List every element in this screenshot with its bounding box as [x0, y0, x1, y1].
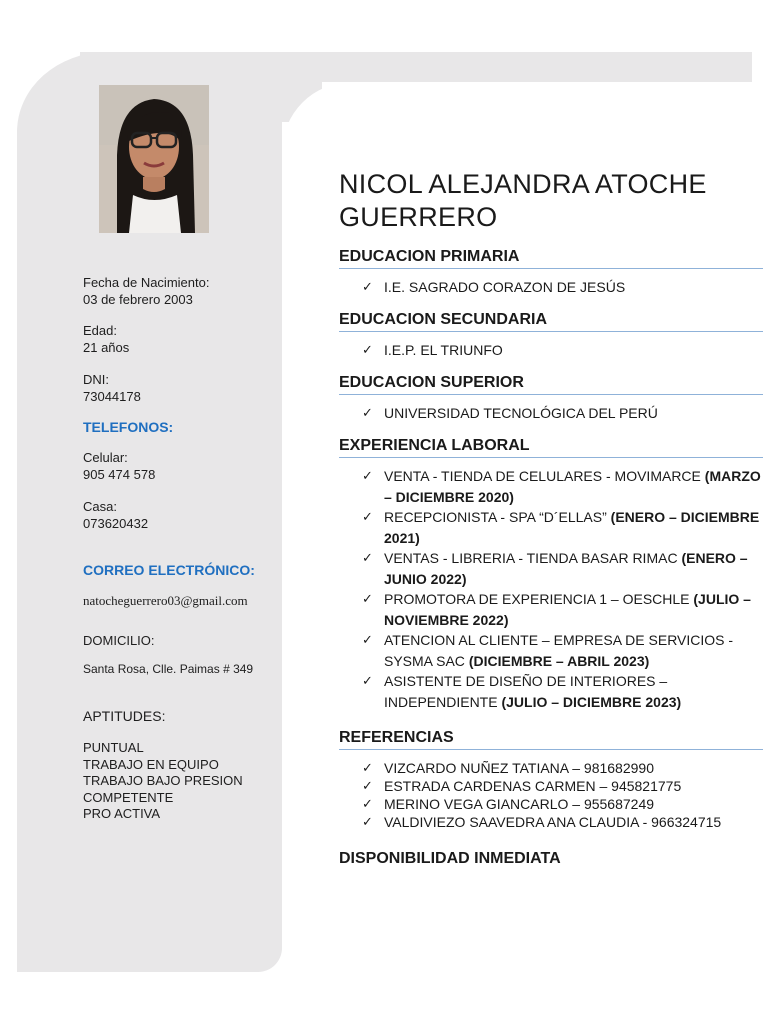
phones-heading: TELEFONOS: — [83, 419, 174, 435]
home-phone-block — [83, 498, 148, 532]
address-label: DOMICILIO: — [83, 633, 155, 648]
section-title-secondary: EDUCACION SECUNDARIA — [339, 311, 763, 332]
job-dates: (MARZO – DICIEMBRE 2020) — [384, 468, 761, 505]
list-item — [362, 277, 762, 297]
cell-block — [83, 449, 155, 483]
skill-item: TRABAJO BAJO PRESION — [83, 773, 243, 788]
job-dates: (ENERO – JUNIO 2022) — [384, 550, 748, 587]
age-value: 21 años — [83, 340, 130, 355]
age-label: Edad: — [83, 323, 117, 338]
job-title: VENTAS - LIBRERIA - TIENDA BASAR RIMAC — [384, 550, 682, 566]
list-item — [362, 759, 762, 777]
list-item — [362, 548, 762, 589]
secondary-list — [362, 340, 762, 360]
check-icon: ✓ — [362, 778, 373, 793]
home-phone-label: Casa: — [83, 499, 117, 514]
skills-label: APTITUDES: — [83, 708, 166, 724]
check-icon: ✓ — [362, 760, 373, 775]
list-item — [362, 630, 762, 671]
dni-block — [83, 371, 141, 405]
job-title: PROMOTORA DE EXPERIENCIA 1 – OESCHLE — [384, 591, 694, 607]
check-icon: ✓ — [362, 673, 373, 688]
availability-note: DISPONIBILIDAD INMEDIATA — [339, 850, 561, 867]
list-item — [362, 777, 762, 795]
job-dates: (JULIO – DICIEMBRE 2023) — [501, 693, 682, 710]
reference-text: VALDIVIEZO SAAVEDRA ANA CLAUDIA - 966324715 — [384, 814, 722, 830]
email-value: natocheguerrero03@gmail.com — [83, 593, 248, 608]
name-line-1: NICOL ALEJANDRA ATOCHE — [339, 169, 707, 199]
skill-item: TRABAJO EN EQUIPO — [83, 756, 219, 772]
list-item — [362, 589, 762, 630]
dni-value: 73044178 — [83, 389, 141, 404]
check-icon: ✓ — [362, 550, 373, 565]
reference-text: MERINO VEGA GIANCARLO – 955687249 — [384, 796, 655, 812]
name-line-2: GUERRERO — [339, 202, 498, 232]
job-dates: (DICIEMBRE – ABRIL 2023) — [468, 652, 650, 669]
age-block — [83, 322, 129, 356]
section-title-higher: EDUCACION SUPERIOR — [339, 374, 763, 395]
references-list — [362, 759, 762, 831]
skills-list — [83, 740, 243, 823]
address-value: Santa Rosa, Clle. Paimas # 349 — [83, 662, 254, 676]
job-title: VENTA - TIENDA DE CELULARES - MOVIMARCE — [384, 468, 705, 484]
job-title: ASISTENTE DE DISEÑO DE INTERIORES – INDEPENDIENTE — [384, 673, 668, 710]
email-heading: CORREO ELECTRÓNICO: — [83, 562, 255, 578]
check-icon: ✓ — [362, 342, 373, 357]
birth-date-label: Fecha de Nacimiento: — [83, 275, 210, 290]
section-title-work: EXPERIENCIA LABORAL — [339, 437, 763, 458]
check-icon: ✓ — [362, 632, 373, 647]
job-title: ATENCION AL CLIENTE – EMPRESA DE SERVICIOS - SYSMA SAC — [384, 632, 734, 669]
portrait-image — [99, 85, 209, 233]
list-item — [362, 340, 762, 360]
higher-list — [362, 403, 762, 423]
full-name — [339, 168, 759, 234]
list-item-text: UNIVERSIDAD TECNOLÓGICA DEL PERÚ — [384, 405, 658, 421]
dni-label: DNI: — [83, 372, 109, 387]
reference-text: VIZCARDO NUÑEZ TATIANA – 981682990 — [384, 760, 654, 776]
birth-date-value: 03 de febrero 2003 — [83, 292, 193, 307]
section-title-primary: EDUCACION PRIMARIA — [339, 248, 763, 269]
reference-text: ESTRADA CARDENAS CARMEN – 945821775 — [384, 778, 682, 794]
job-dates: (ENERO – DICIEMBRE 2021) — [384, 509, 760, 546]
check-icon: ✓ — [362, 468, 373, 483]
work-list — [362, 466, 762, 712]
check-icon: ✓ — [362, 796, 373, 811]
list-item — [362, 795, 762, 813]
job-dates: (JULIO – NOVIEMBRE 2022) — [384, 591, 751, 628]
list-item — [362, 403, 762, 423]
list-item — [362, 813, 762, 831]
home-phone-value: 073620432 — [83, 516, 149, 531]
list-item-text: I.E.P. EL TRIUNFO — [384, 342, 503, 358]
birth-date-block — [83, 274, 209, 308]
list-item — [362, 507, 762, 548]
cell-value: 905 474 578 — [83, 467, 156, 482]
list-item-text: I.E. SAGRADO CORAZON DE JESÚS — [384, 279, 626, 295]
job-title: RECEPCIONISTA - SPA “D´ELLAS” — [384, 509, 611, 525]
section-title-references: REFERENCIAS — [339, 729, 763, 750]
cell-label: Celular: — [83, 450, 128, 465]
skill-item: PRO ACTIVA — [83, 806, 161, 821]
check-icon: ✓ — [362, 405, 373, 420]
list-item — [362, 466, 762, 507]
skill-item: COMPETENTE — [83, 789, 174, 805]
check-icon: ✓ — [362, 814, 373, 829]
check-icon: ✓ — [362, 509, 373, 524]
check-icon: ✓ — [362, 591, 373, 606]
skill-item: PUNTUAL — [83, 740, 144, 755]
primary-list — [362, 277, 762, 297]
profile-photo — [99, 85, 209, 233]
check-icon: ✓ — [362, 279, 373, 294]
list-item — [362, 671, 762, 712]
